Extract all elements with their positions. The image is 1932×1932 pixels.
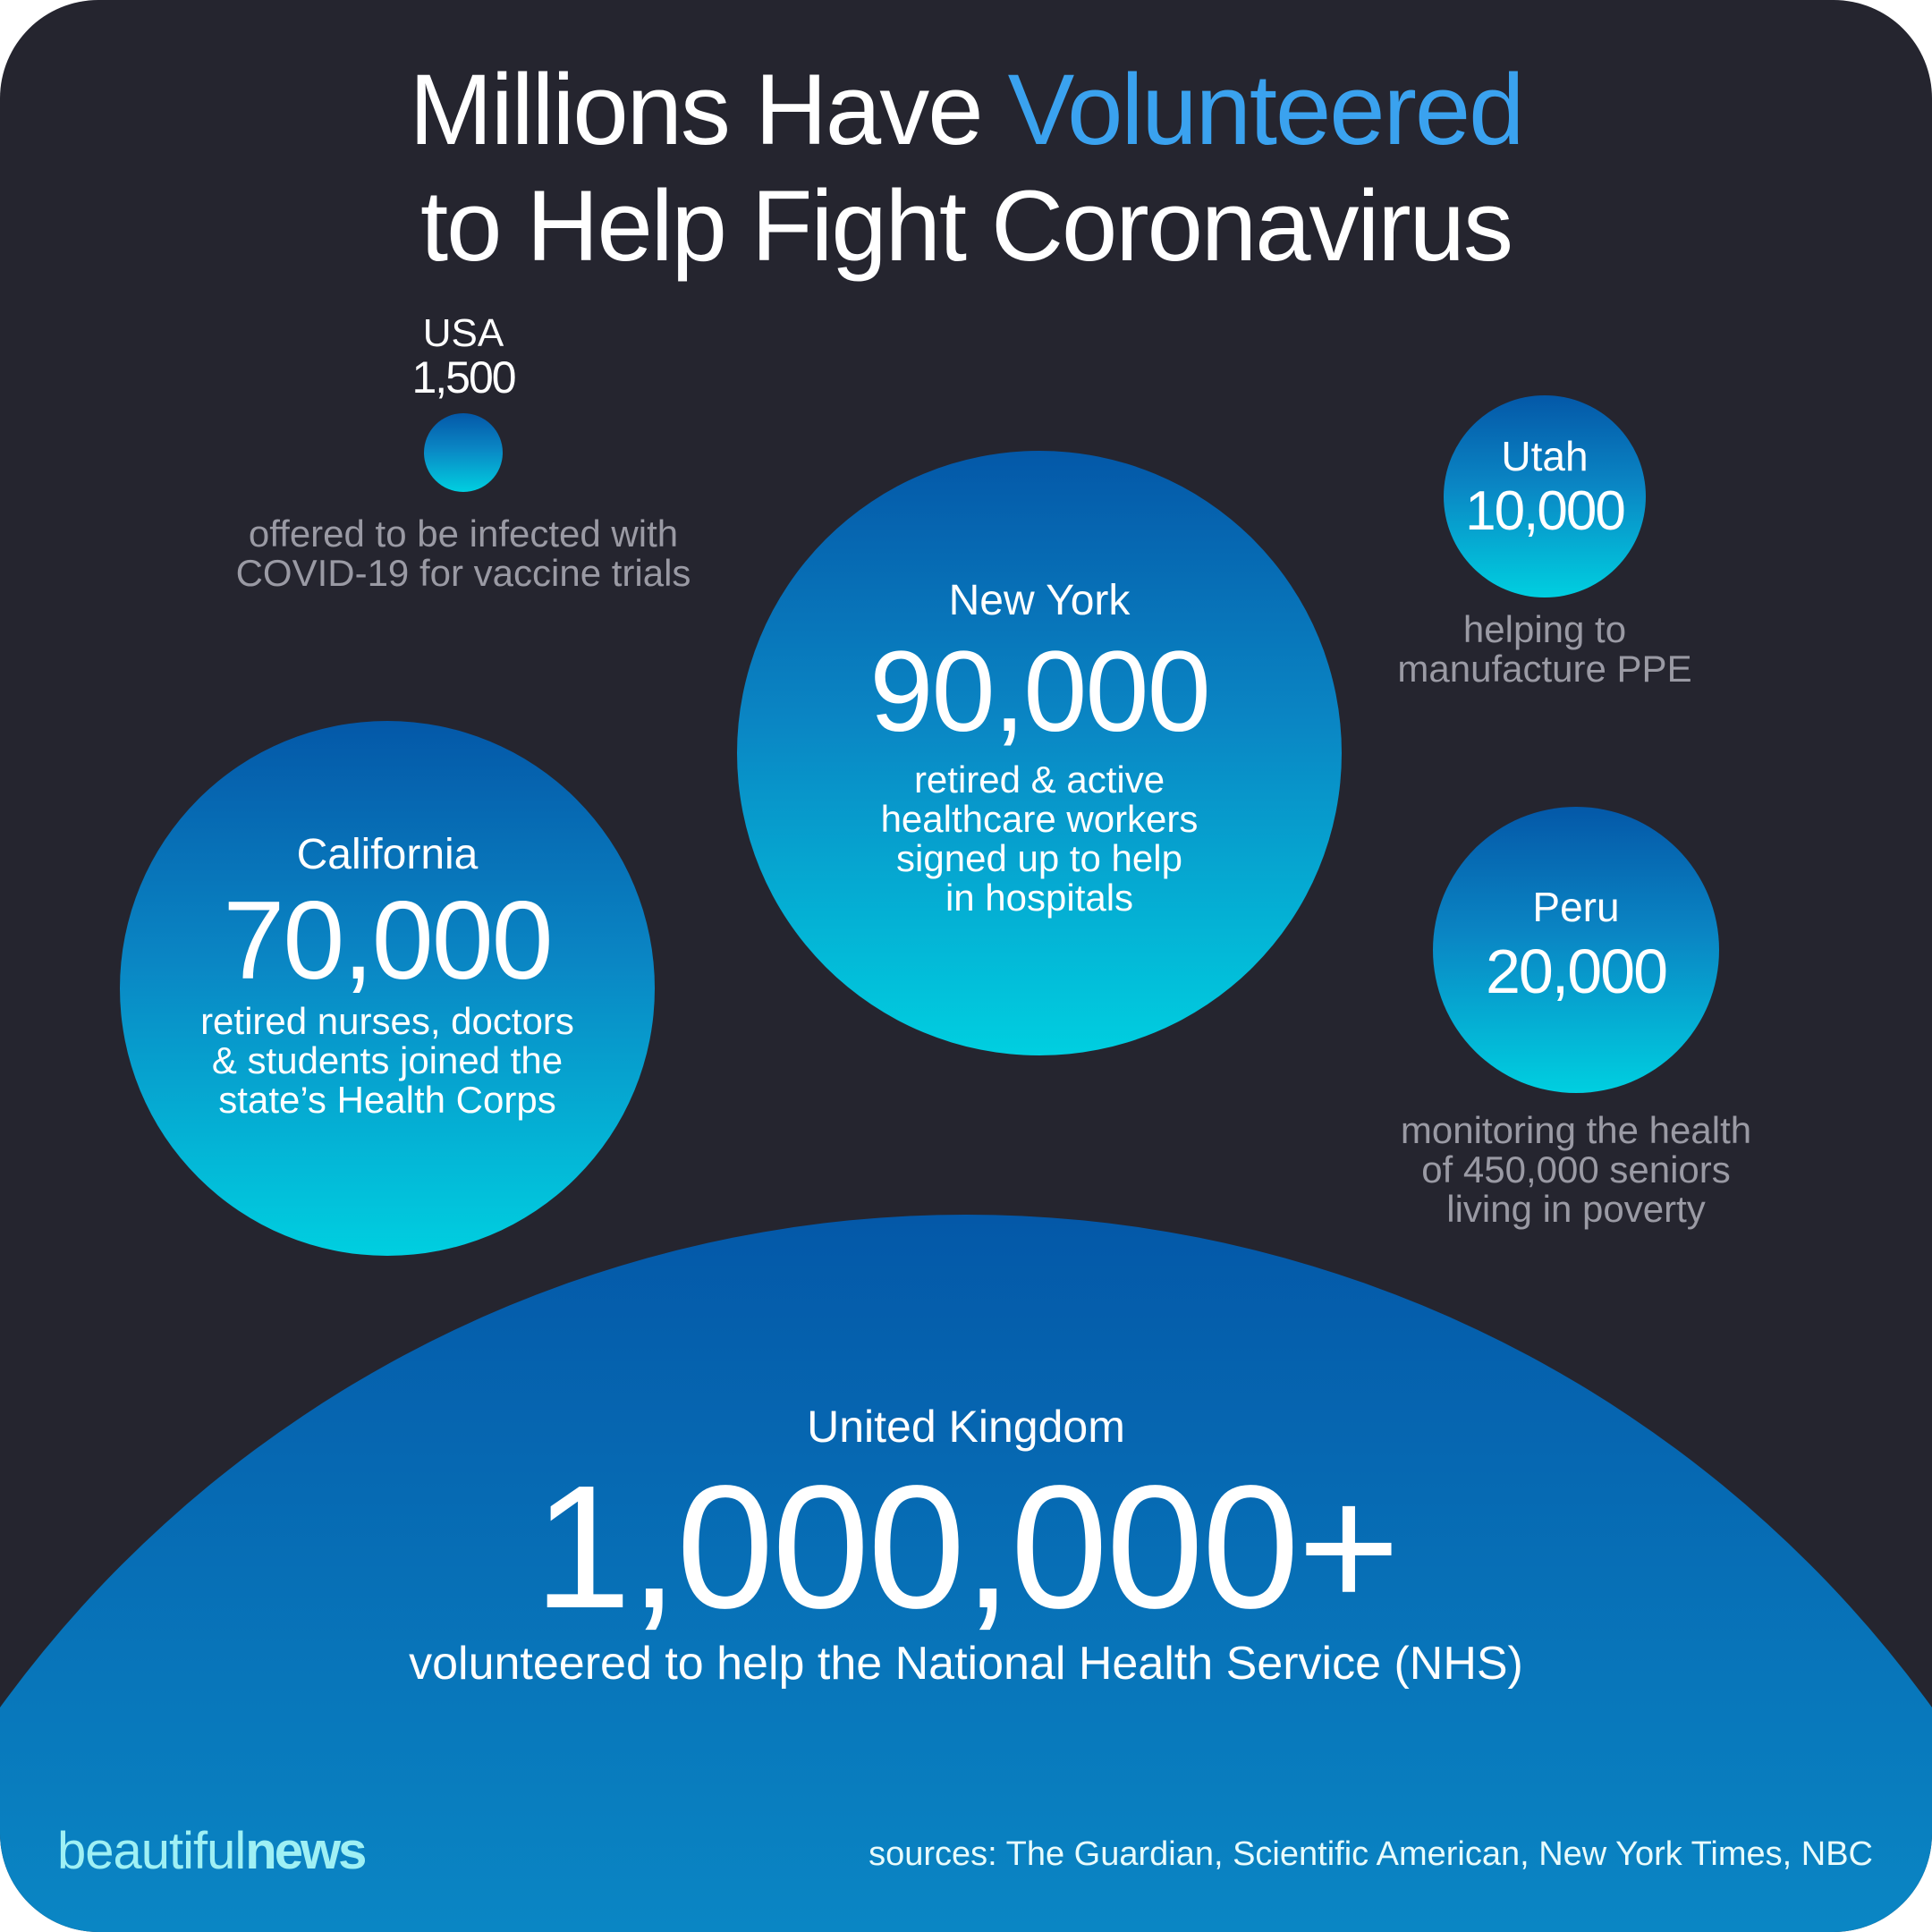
new-york-desc-line: signed up to help	[896, 837, 1182, 879]
usa-desc-line: COVID-19 for vaccine trials	[235, 552, 691, 594]
usa-desc-line: offered to be infected with	[248, 513, 679, 555]
page-title	[0, 52, 1932, 284]
usa-description	[195, 514, 732, 593]
new-york-label: New York	[948, 577, 1131, 624]
california-desc-line: & students joined the	[211, 1039, 564, 1081]
california-description	[120, 1002, 655, 1120]
new-york-number: 90,000	[869, 628, 1209, 756]
utah-desc-line: helping to	[1462, 608, 1627, 650]
beautiful-news-logo	[57, 1821, 364, 1881]
new-york-desc-line: retired & active	[913, 758, 1165, 801]
title-line-2: to Help Fight Coronavirus	[420, 170, 1512, 282]
california-desc-line: retired nurses, doctors	[200, 1000, 574, 1042]
california-number: 70,000	[223, 879, 552, 1003]
logo-bold-text: news	[245, 1822, 365, 1880]
utah-description	[1366, 610, 1724, 689]
california-label: California	[296, 831, 479, 878]
uk-label: United Kingdom	[807, 1402, 1125, 1452]
utah-label: Utah	[1501, 433, 1589, 479]
uk-description: volunteered to help the National Health Service (NHS)	[409, 1638, 1523, 1690]
utah-number: 10,000	[1465, 480, 1624, 542]
peru-desc-line: living in poverty	[1446, 1188, 1706, 1230]
new-york-desc-line: healthcare workers	[880, 798, 1199, 840]
usa-bubble	[424, 413, 503, 492]
uk-number: 1,000,000+	[533, 1449, 1399, 1645]
peru-label: Peru	[1532, 884, 1620, 930]
sources-credit: sources: The Guardian, Scientific American, New York Times, NBC	[869, 1835, 1873, 1873]
title-prefix: Millions Have	[409, 54, 982, 165]
california-desc-line: state’s Health Corps	[218, 1079, 556, 1121]
new-york-description	[737, 760, 1342, 918]
usa-label: USA	[422, 311, 504, 355]
peru-desc-line: monitoring the health	[1400, 1109, 1752, 1151]
new-york-desc-line: in hospitals	[945, 877, 1134, 919]
utah-desc-line: manufacture PPE	[1397, 648, 1692, 690]
title-accent: Volunteered	[1007, 54, 1523, 165]
peru-description	[1352, 1111, 1800, 1229]
peru-number: 20,000	[1485, 936, 1667, 1006]
peru-desc-line: of 450,000 seniors	[1421, 1148, 1731, 1191]
title-line-1	[0, 52, 1932, 168]
logo-light-text: beautiful	[57, 1822, 246, 1880]
usa-number: 1,500	[411, 352, 515, 402]
